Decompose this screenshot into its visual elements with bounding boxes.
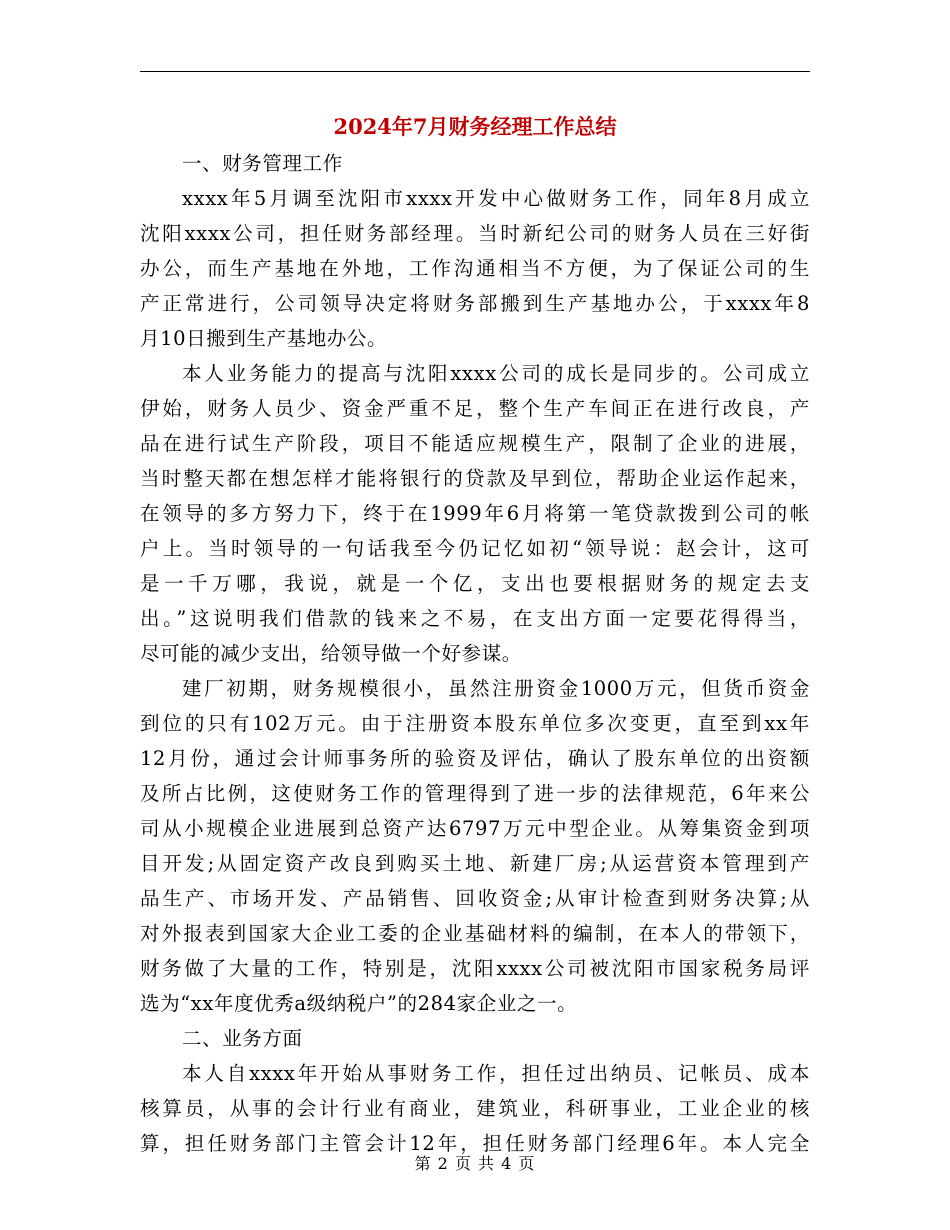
document-title: 2024年7月财务经理工作总结 [333, 114, 617, 139]
body-line: 伊始，财务人员少、资金严重不足，整个生产车间正在进行改良，产 [140, 397, 810, 420]
body-line: 财务做了大量的工作，特别是，沈阳xxxx公司被沈阳市国家税务局评 [140, 957, 810, 980]
body-line: 在领导的多方努力下，终于在1999年6月将第一笔贷款拨到公司的帐 [140, 502, 810, 525]
body-line: 司从小规模企业进展到总资产达6797万元中型企业。从筹集资金到项 [140, 817, 810, 840]
body-line: 品在进行试生产阶段，项目不能适应规模生产，限制了企业的进展， [140, 432, 810, 455]
body-line: 核算员，从事的会计行业有商业，建筑业，科研事业，工业企业的核 [140, 1097, 810, 1120]
body-line: 尽可能的减少支出，给领导做一个好参谋。 [140, 642, 522, 665]
body-line: 品生产、市场开发、产品销售、回收资金;从审计检查到财务决算;从 [140, 887, 810, 910]
body-line: 到位的只有102万元。由于注册资本股东单位多次变更，直至到xx年 [140, 712, 810, 735]
body-line: 当时整天都在想怎样才能将银行的贷款及早到位，帮助企业运作起来， [140, 467, 810, 490]
body-line: 一、财务管理工作 [182, 152, 343, 175]
body-line: 及所占比例，这使财务工作的管理得到了进一步的法律规范，6年来公 [140, 782, 810, 805]
body-line: 建厂初期，财务规模很小，虽然注册资金1000万元，但货币资金 [182, 677, 810, 700]
body-line: 目开发;从固定资产改良到购买土地、新建厂房;从运营资本管理到产 [140, 852, 810, 875]
body-line: 办公，而生产基地在外地，工作沟通相当不方便，为了保证公司的生 [140, 257, 810, 280]
header-rule [140, 71, 810, 72]
body-line: 二、业务方面 [182, 1027, 303, 1050]
body-line: xxxx年5月调至沈阳市xxxx开发中心做财务工作，同年8月成立 [182, 187, 810, 210]
document-body [140, 146, 810, 1161]
body-line: 月10日搬到生产基地办公。 [140, 327, 388, 350]
body-line: 出。”这说明我们借款的钱来之不易，在支出方面一定要花得得当， [140, 607, 810, 630]
page-footer: 第 2 页 共 4 页 [414, 1154, 536, 1173]
body-line: 本人自xxxx年开始从事财务工作，担任过出纳员、记帐员、成本 [182, 1062, 810, 1085]
body-line: 户上。当时领导的一句话我至今仍记忆如初“领导说：赵会计，这可 [140, 537, 810, 560]
body-line: 12月份，通过会计师事务所的验资及评估，确认了股东单位的出资额 [140, 747, 810, 770]
body-line: 是一千万哪，我说，就是一个亿，支出也要根据财务的规定去支 [140, 572, 810, 595]
body-line: 本人业务能力的提高与沈阳xxxx公司的成长是同步的。公司成立 [182, 362, 810, 385]
body-line: 选为“xx年度优秀a级纳税户”的284家企业之一。 [140, 992, 578, 1015]
body-line: 对外报表到国家大企业工委的企业基础材料的编制，在本人的带领下， [140, 922, 810, 945]
body-line: 算，担任财务部门主管会计12年，担任财务部门经理6年。本人完全 [140, 1132, 810, 1155]
body-line: 沈阳xxxx公司，担任财务部经理。当时新纪公司的财务人员在三好街 [140, 222, 810, 245]
body-line: 产正常进行，公司领导决定将财务部搬到生产基地办公，于xxxx年8 [140, 292, 810, 315]
